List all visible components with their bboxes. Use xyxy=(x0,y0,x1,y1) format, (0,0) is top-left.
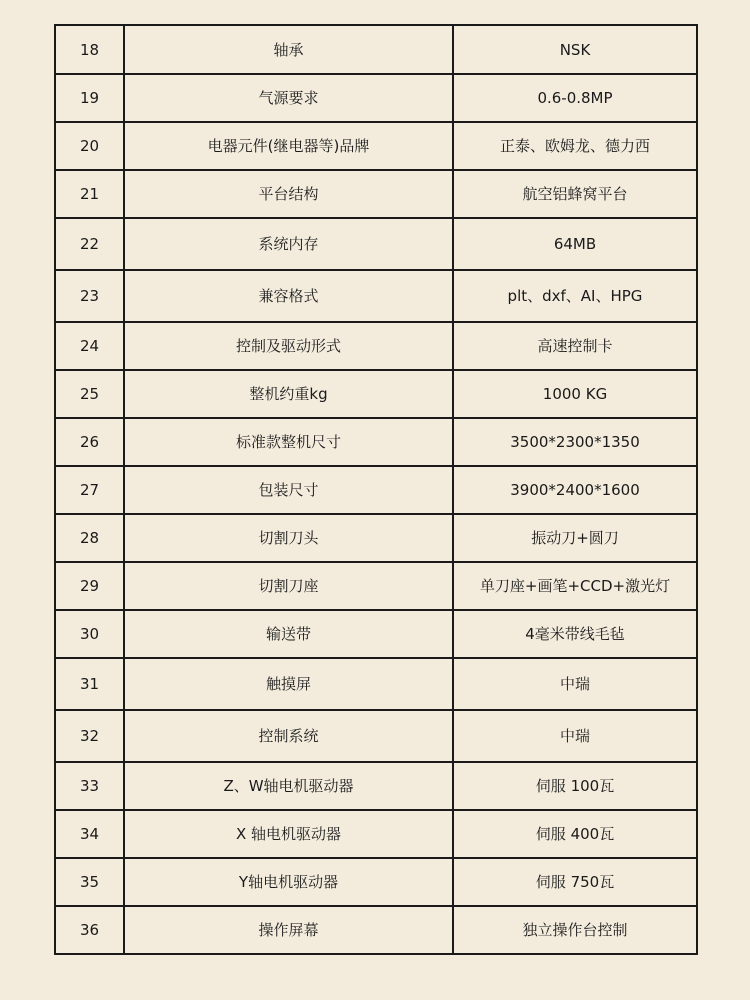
param-name: 整机约重kg xyxy=(124,370,453,418)
param-value: 1000 KG xyxy=(453,370,697,418)
param-value: 高速控制卡 xyxy=(453,322,697,370)
table-row xyxy=(55,658,697,710)
row-number: 36 xyxy=(55,906,124,954)
row-number: 24 xyxy=(55,322,124,370)
param-value: 伺服 100瓦 xyxy=(453,762,697,810)
table-row xyxy=(55,810,697,858)
param-name: 平台结构 xyxy=(124,170,453,218)
table-row xyxy=(55,562,697,610)
param-value: 3500*2300*1350 xyxy=(453,418,697,466)
param-name: 控制及驱动形式 xyxy=(124,322,453,370)
param-value: 独立操作台控制 xyxy=(453,906,697,954)
table-row xyxy=(55,906,697,954)
param-name: 标准款整机尺寸 xyxy=(124,418,453,466)
row-number: 21 xyxy=(55,170,124,218)
param-value: 64MB xyxy=(453,218,697,270)
param-name: 系统内存 xyxy=(124,218,453,270)
param-value: 0.6-0.8MP xyxy=(453,74,697,122)
row-number: 27 xyxy=(55,466,124,514)
param-value: 伺服 750瓦 xyxy=(453,858,697,906)
param-value: 航空铝蜂窝平台 xyxy=(453,170,697,218)
row-number: 35 xyxy=(55,858,124,906)
spec-table-body xyxy=(55,25,697,954)
param-value: 单刀座+画笔+CCD+激光灯 xyxy=(453,562,697,610)
table-row xyxy=(55,218,697,270)
param-name: 操作屏幕 xyxy=(124,906,453,954)
row-number: 30 xyxy=(55,610,124,658)
table-row xyxy=(55,762,697,810)
table-row xyxy=(55,610,697,658)
table-row xyxy=(55,514,697,562)
table-row xyxy=(55,122,697,170)
param-name: 输送带 xyxy=(124,610,453,658)
param-name: 切割刀座 xyxy=(124,562,453,610)
table-row xyxy=(55,170,697,218)
row-number: 22 xyxy=(55,218,124,270)
table-row xyxy=(55,710,697,762)
param-name: Y轴电机驱动器 xyxy=(124,858,453,906)
row-number: 29 xyxy=(55,562,124,610)
param-value: 中瑞 xyxy=(453,710,697,762)
param-value: plt、dxf、AI、HPG xyxy=(453,270,697,322)
param-name: 触摸屏 xyxy=(124,658,453,710)
param-name: 轴承 xyxy=(124,25,453,74)
param-name: 电器元件(继电器等)品牌 xyxy=(124,122,453,170)
table-row xyxy=(55,74,697,122)
table-row xyxy=(55,418,697,466)
row-number: 28 xyxy=(55,514,124,562)
table-row xyxy=(55,858,697,906)
param-value: 3900*2400*1600 xyxy=(453,466,697,514)
param-value: 4毫米带线毛毡 xyxy=(453,610,697,658)
row-number: 33 xyxy=(55,762,124,810)
table-row xyxy=(55,25,697,74)
param-value: 中瑞 xyxy=(453,658,697,710)
param-name: 包装尺寸 xyxy=(124,466,453,514)
row-number: 34 xyxy=(55,810,124,858)
row-number: 20 xyxy=(55,122,124,170)
param-name: 兼容格式 xyxy=(124,270,453,322)
param-name: 气源要求 xyxy=(124,74,453,122)
param-value: 伺服 400瓦 xyxy=(453,810,697,858)
row-number: 32 xyxy=(55,710,124,762)
row-number: 25 xyxy=(55,370,124,418)
param-value: 振动刀+圆刀 xyxy=(453,514,697,562)
table-row xyxy=(55,370,697,418)
row-number: 31 xyxy=(55,658,124,710)
row-number: 23 xyxy=(55,270,124,322)
row-number: 26 xyxy=(55,418,124,466)
table-row xyxy=(55,466,697,514)
param-name: 切割刀头 xyxy=(124,514,453,562)
param-value: 正泰、欧姆龙、德力西 xyxy=(453,122,697,170)
param-name: 控制系统 xyxy=(124,710,453,762)
table-row xyxy=(55,270,697,322)
param-value: NSK xyxy=(453,25,697,74)
row-number: 19 xyxy=(55,74,124,122)
table-row xyxy=(55,322,697,370)
param-name: X 轴电机驱动器 xyxy=(124,810,453,858)
row-number: 18 xyxy=(55,25,124,74)
param-name: Z、W轴电机驱动器 xyxy=(124,762,453,810)
spec-table xyxy=(54,24,698,955)
